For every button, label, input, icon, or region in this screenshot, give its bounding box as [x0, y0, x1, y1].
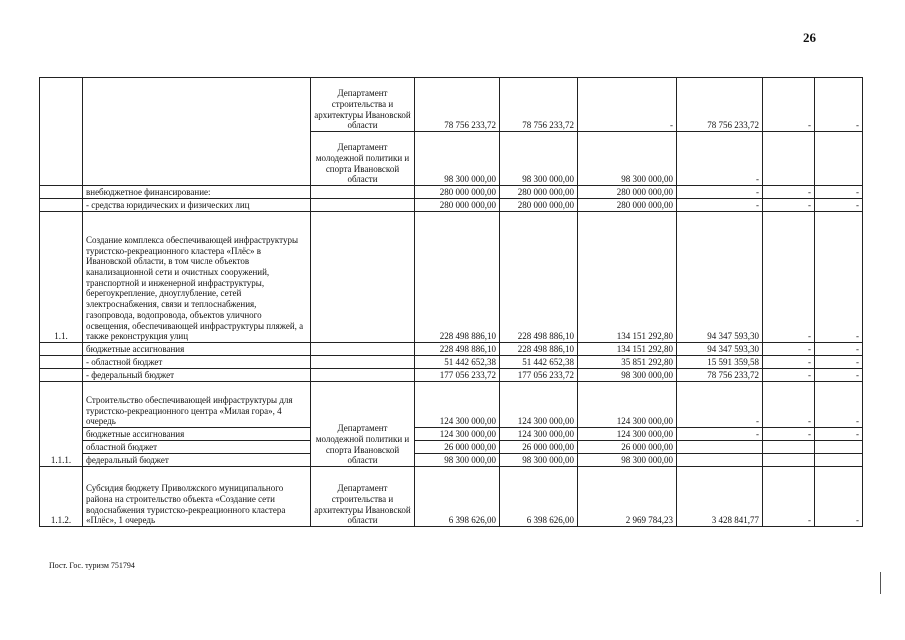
row-amount-6: - [815, 356, 863, 369]
row-amount-6: - [815, 78, 863, 132]
row-amount-4: 94 347 593,30 [677, 343, 763, 356]
row-number [40, 369, 83, 382]
row-amount-total: 280 000 000,00 [415, 199, 500, 212]
row-number [40, 199, 83, 212]
row-amount-5: - [763, 212, 815, 343]
row-amount-6 [815, 132, 863, 186]
row-description: федеральный бюджет [83, 454, 311, 467]
row-department [311, 186, 415, 199]
row-amount-total: 78 756 233,72 [415, 78, 500, 132]
row-description: областной бюджет [83, 441, 311, 454]
table-row [40, 186, 863, 199]
row-amount-6 [815, 441, 863, 454]
scan-edge-mark [880, 572, 881, 594]
row-amount-4: 78 756 233,72 [677, 78, 763, 132]
row-department: Департамент строительства и архитектуры Ивановской области [311, 78, 415, 132]
row-amount-3: 280 000 000,00 [578, 199, 677, 212]
row-amount-5: - [763, 428, 815, 441]
row-amount-6: - [815, 369, 863, 382]
row-amount-total: 26 000 000,00 [415, 441, 500, 454]
row-amount-2: 228 498 886,10 [500, 212, 578, 343]
row-amount-2: 51 442 652,38 [500, 356, 578, 369]
table-row [40, 356, 863, 369]
budget-table [39, 77, 863, 527]
row-number: 1.1.2. [40, 467, 83, 527]
row-amount-2: 6 398 626,00 [500, 467, 578, 527]
row-amount-6: - [815, 212, 863, 343]
table-row [40, 441, 863, 454]
row-amount-2: 124 300 000,00 [500, 428, 578, 441]
table-row [40, 428, 863, 441]
row-description: бюджетные ассигнования [83, 343, 311, 356]
row-amount-5: - [763, 356, 815, 369]
row-amount-5: - [763, 382, 815, 428]
row-amount-3: 124 300 000,00 [578, 428, 677, 441]
row-department [311, 212, 415, 343]
row-amount-4: - [677, 186, 763, 199]
row-amount-5: - [763, 343, 815, 356]
table-row [40, 199, 863, 212]
row-amount-total: 124 300 000,00 [415, 382, 500, 428]
row-amount-3: 98 300 000,00 [578, 369, 677, 382]
table-row [40, 467, 863, 527]
row-amount-2: 78 756 233,72 [500, 78, 578, 132]
row-amount-total: 228 498 886,10 [415, 212, 500, 343]
row-description: - средства юридических и физических лиц [83, 199, 311, 212]
table-row [40, 78, 863, 132]
row-amount-4: - [677, 132, 763, 186]
row-amount-4 [677, 441, 763, 454]
row-department: Департамент строительства и архитектуры Ивановской области [311, 467, 415, 527]
row-amount-6: - [815, 428, 863, 441]
row-amount-6: - [815, 382, 863, 428]
row-amount-6: - [815, 467, 863, 527]
row-amount-4: - [677, 428, 763, 441]
row-amount-4: 3 428 841,77 [677, 467, 763, 527]
row-number [40, 186, 83, 199]
row-amount-6: - [815, 186, 863, 199]
row-department [311, 199, 415, 212]
row-amount-5: - [763, 186, 815, 199]
row-description: Субсидия бюджету Приволжского муниципального района на строительство объекта «Создание сети водоснабжения туристско-рекреационного кластера «Плёс», 1 очередь [83, 467, 311, 527]
row-amount-3: - [578, 78, 677, 132]
row-amount-4: 78 756 233,72 [677, 369, 763, 382]
row-amount-5: - [763, 467, 815, 527]
row-description: Строительство обеспечивающей инфраструктуры для туристско-рекреационного центра «Милая гора», 4 очередь [83, 382, 311, 428]
row-amount-6 [815, 454, 863, 467]
row-amount-5: - [763, 199, 815, 212]
row-amount-3: 98 300 000,00 [578, 132, 677, 186]
row-amount-2: 177 056 233,72 [500, 369, 578, 382]
row-description: Создание комплекса обеспечивающей инфраструктуры туристско-рекреационного кластера «Плёс» в Ивановской области, в том числе объектов канализационной сети и очистных сооружений, транспортной и инженерной инфраструктуры, берегоукрепление, дноуглубление, сетей электроснабжения, связи и теплоснабжения, газопровода, водопровода, объектов уличного освещения, обеспечивающей инфраструктуры пляжей, а также реконструкция улиц [83, 212, 311, 343]
row-description: внебюджетное финансирование: [83, 186, 311, 199]
row-amount-5: - [763, 78, 815, 132]
row-amount-4: 15 591 359,58 [677, 356, 763, 369]
row-amount-3: 26 000 000,00 [578, 441, 677, 454]
row-amount-total: 51 442 652,38 [415, 356, 500, 369]
row-amount-5 [763, 441, 815, 454]
row-amount-total: 6 398 626,00 [415, 467, 500, 527]
row-amount-4: 94 347 593,30 [677, 212, 763, 343]
row-number [40, 343, 83, 356]
row-description: - федеральный бюджет [83, 369, 311, 382]
row-amount-5 [763, 454, 815, 467]
row-amount-total: 98 300 000,00 [415, 132, 500, 186]
row-description [83, 78, 311, 186]
row-amount-6: - [815, 343, 863, 356]
row-amount-total: 124 300 000,00 [415, 428, 500, 441]
footer-note: Пост. Гос. туризм 751794 [49, 561, 135, 570]
row-amount-3: 2 969 784,23 [578, 467, 677, 527]
row-amount-6: - [815, 199, 863, 212]
row-amount-2: 280 000 000,00 [500, 199, 578, 212]
row-number [40, 78, 83, 186]
row-amount-2: 98 300 000,00 [500, 454, 578, 467]
row-amount-5 [763, 132, 815, 186]
row-amount-2: 124 300 000,00 [500, 382, 578, 428]
row-amount-4: - [677, 382, 763, 428]
row-number: 1.1.1. [40, 382, 83, 467]
row-department [311, 356, 415, 369]
row-amount-3: 134 151 292,80 [578, 343, 677, 356]
table-row [40, 369, 863, 382]
table-row [40, 382, 863, 428]
row-department: Департамент молодежной политики и спорта Ивановской области [311, 382, 415, 467]
row-number [40, 356, 83, 369]
row-number: 1.1. [40, 212, 83, 343]
row-department [311, 343, 415, 356]
row-amount-3: 124 300 000,00 [578, 382, 677, 428]
row-amount-5: - [763, 369, 815, 382]
row-amount-4 [677, 454, 763, 467]
row-description: - областной бюджет [83, 356, 311, 369]
page-number: 26 [803, 30, 816, 45]
row-amount-2: 228 498 886,10 [500, 343, 578, 356]
row-amount-2: 280 000 000,00 [500, 186, 578, 199]
row-amount-total: 280 000 000,00 [415, 186, 500, 199]
row-amount-total: 177 056 233,72 [415, 369, 500, 382]
row-department: Департамент молодежной политики и спорта Ивановской области [311, 132, 415, 186]
table-row [40, 454, 863, 467]
table-row [40, 212, 863, 343]
row-amount-3: 280 000 000,00 [578, 186, 677, 199]
row-amount-3: 134 151 292,80 [578, 212, 677, 343]
row-amount-3: 98 300 000,00 [578, 454, 677, 467]
row-amount-2: 26 000 000,00 [500, 441, 578, 454]
row-department [311, 369, 415, 382]
row-amount-4: - [677, 199, 763, 212]
row-amount-3: 35 851 292,80 [578, 356, 677, 369]
row-description: бюджетные ассигнования [83, 428, 311, 441]
row-amount-total: 98 300 000,00 [415, 454, 500, 467]
row-amount-total: 228 498 886,10 [415, 343, 500, 356]
row-amount-2: 98 300 000,00 [500, 132, 578, 186]
table-row [40, 343, 863, 356]
